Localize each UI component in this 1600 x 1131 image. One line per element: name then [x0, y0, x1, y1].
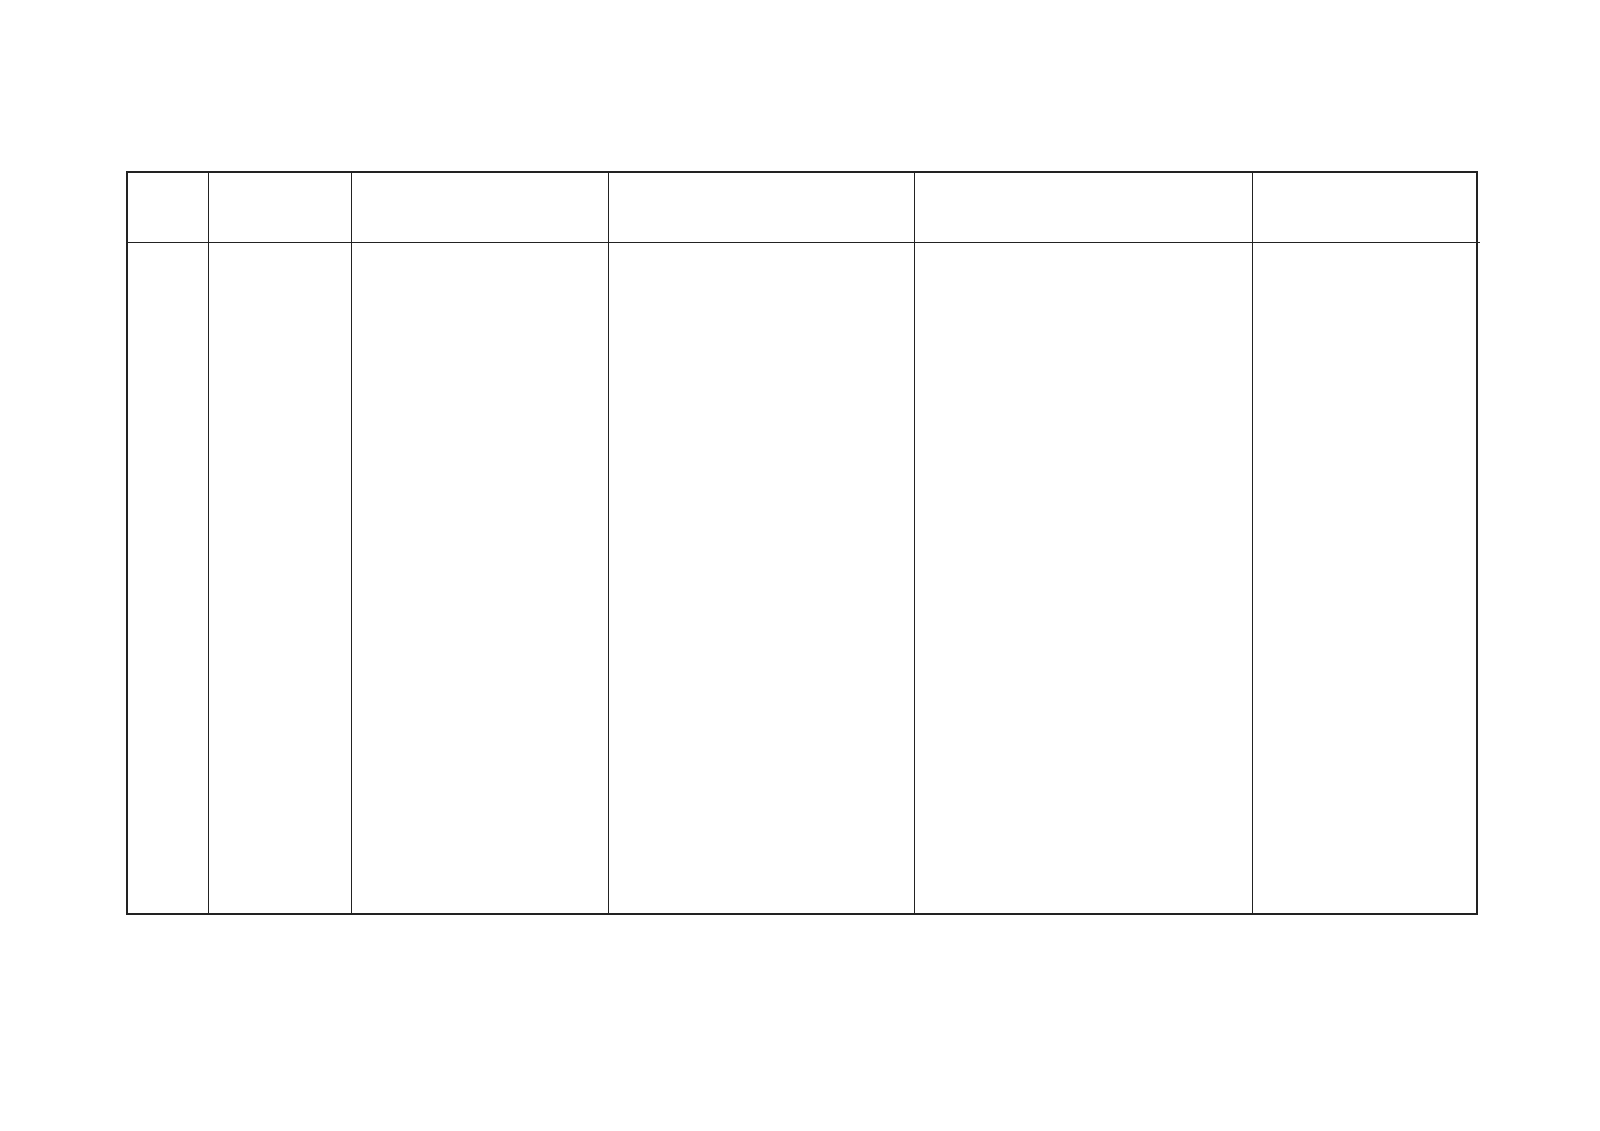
header-qualification-basis	[609, 173, 915, 243]
header-remarks	[1253, 173, 1480, 243]
row-index-cell	[128, 243, 209, 915]
qualification-basis-cell	[609, 243, 915, 915]
header-violation	[209, 173, 352, 243]
penalty-basis-cell	[915, 243, 1253, 915]
header-index	[128, 173, 209, 243]
remarks-cell	[1253, 243, 1480, 915]
mitigation-conditions-cell	[352, 243, 609, 915]
header-mitigation-conditions	[352, 173, 609, 243]
violation-cell	[209, 243, 352, 915]
header-penalty-basis	[915, 173, 1253, 243]
penalty-table	[126, 171, 1478, 915]
